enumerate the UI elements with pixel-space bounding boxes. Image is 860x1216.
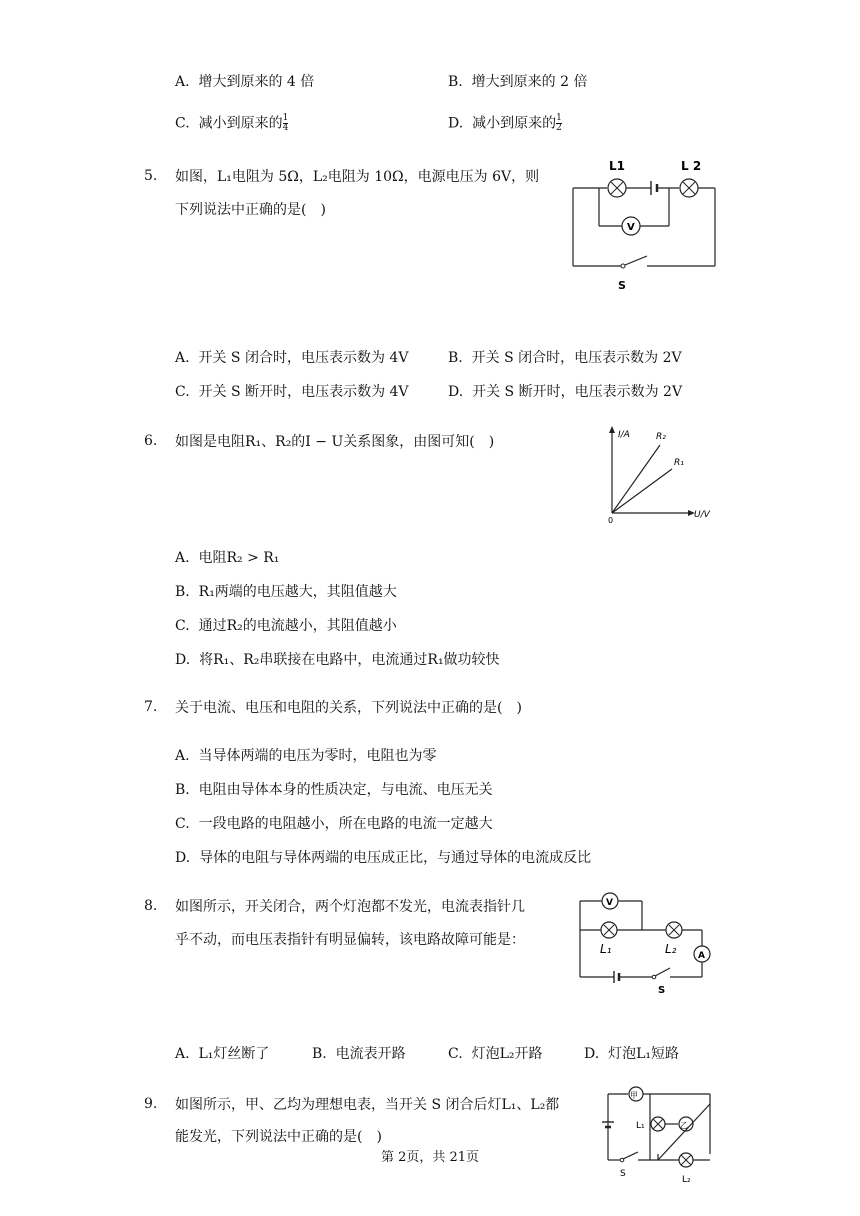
q5-label-l1: L1 bbox=[609, 159, 625, 173]
line-r1 bbox=[612, 469, 672, 513]
q8-option-b: B. 电流表开路 bbox=[312, 1046, 406, 1062]
q4-option-a: A. 增大到原来的 4 倍 bbox=[175, 74, 315, 90]
q4-option-b: B. 增大到原来的 2 倍 bbox=[448, 74, 588, 90]
q6-label-r2: R₂ bbox=[656, 432, 666, 442]
q8-label-a: A bbox=[698, 951, 705, 961]
q7-option-d: D. 导体的电阻与导体两端的电压成正比，与通过导体的电流成反比 bbox=[175, 850, 592, 866]
q7-stem: 关于电流、电压和电阻的关系，下列说法中正确的是( ) bbox=[175, 700, 522, 716]
q9-label-yi: 乙 bbox=[680, 1121, 688, 1130]
q8-label-v: V bbox=[606, 898, 613, 908]
q6-label-x: U/V bbox=[694, 510, 710, 520]
q5-number: 5. bbox=[144, 168, 158, 184]
q7-number: 7. bbox=[144, 699, 158, 715]
page-footer: 第 2页，共 21页 bbox=[380, 1150, 480, 1165]
q5-option-a: A. 开关 S 闭合时，电压表示数为 4V bbox=[175, 350, 409, 366]
q6-stem: 如图是电阻R₁、R₂的I − U关系图象，由图可知( ) bbox=[175, 434, 495, 450]
q6-iu-graph bbox=[598, 425, 718, 525]
q8-option-a: A. L₁灯丝断了 bbox=[175, 1046, 270, 1062]
q6-option-a: A. 电阻R₂ > R₁ bbox=[175, 550, 280, 566]
q8-stem-line1: 如图所示，开关闭合，两个灯泡都不发光，电流表指针几 bbox=[175, 899, 525, 915]
q7-option-b: B. 电阻由导体本身的性质决定，与电流、电压无关 bbox=[175, 782, 493, 798]
q9-stem-line2: 能发光，下列说法中正确的是( ) bbox=[175, 1129, 382, 1145]
q6-option-d: D. 将R₁、R₂串联接在电路中，电流通过R₁做功较快 bbox=[175, 652, 500, 668]
q5-stem-line2: 下列说法中正确的是( ) bbox=[175, 202, 326, 218]
q9-stem-line1: 如图所示，甲、乙均为理想电表，当开关 S 闭合后灯L₁、L₂都 bbox=[175, 1097, 560, 1113]
q8-circuit-figure bbox=[572, 885, 722, 995]
switch-icon bbox=[621, 264, 625, 268]
q8-stem-line2: 乎不动，而电压表指针有明显偏转，该电路故障可能是： bbox=[175, 932, 525, 948]
q5-label-l2: L 2 bbox=[681, 159, 702, 173]
q6-label-y: I/A bbox=[618, 430, 630, 440]
q5-option-b: B. 开关 S 闭合时，电压表示数为 2V bbox=[448, 350, 682, 366]
q8-option-c: C. 灯泡L₂开路 bbox=[448, 1046, 543, 1062]
q9-label-l1: L₁ bbox=[636, 1121, 645, 1131]
q6-number: 6. bbox=[144, 433, 158, 449]
q5-option-c: C. 开关 S 断开时，电压表示数为 4V bbox=[175, 384, 409, 400]
q6-option-c: C. 通过R₂的电流越小，其阻值越小 bbox=[175, 618, 397, 634]
q8-label-l1: L₁ bbox=[600, 942, 612, 956]
line-r2 bbox=[612, 445, 660, 513]
q5-label-v: V bbox=[627, 222, 635, 233]
q6-option-b: B. R₁两端的电压越大，其阻值越大 bbox=[175, 584, 397, 600]
q6-label-r1: R₁ bbox=[674, 458, 684, 468]
q8-label-l2: L₂ bbox=[665, 942, 677, 956]
q5-option-d: D. 开关 S 断开时，电压表示数为 2V bbox=[448, 384, 683, 400]
q9-label-s: S bbox=[620, 1169, 626, 1179]
q7-option-a: A. 当导体两端的电压为零时，电阻也为零 bbox=[175, 748, 437, 764]
q8-option-d: D. 灯泡L₁短路 bbox=[584, 1046, 680, 1062]
q9-label-l2: L₂ bbox=[682, 1175, 691, 1185]
q8-number: 8. bbox=[144, 898, 158, 914]
q8-label-s: S bbox=[658, 985, 666, 996]
q6-label-origin: 0 bbox=[608, 516, 614, 525]
q4-option-d: D. 减小到原来的 $\frac{1}{2}$ bbox=[448, 113, 562, 133]
q5-label-s: S bbox=[618, 279, 626, 292]
q7-option-c: C. 一段电路的电阻越小，所在电路的电流一定越大 bbox=[175, 816, 493, 832]
q5-circuit-figure bbox=[565, 155, 725, 295]
q5-stem-line1: 如图，L₁电阻为 5Ω，L₂电阻为 10Ω，电源电压为 6V，则 bbox=[175, 169, 540, 185]
q9-number: 9. bbox=[144, 1096, 158, 1112]
q9-label-jia: 甲 bbox=[630, 1091, 638, 1100]
q4-option-c: C. 减小到原来的 $\frac{1}{4}$ bbox=[175, 113, 289, 133]
